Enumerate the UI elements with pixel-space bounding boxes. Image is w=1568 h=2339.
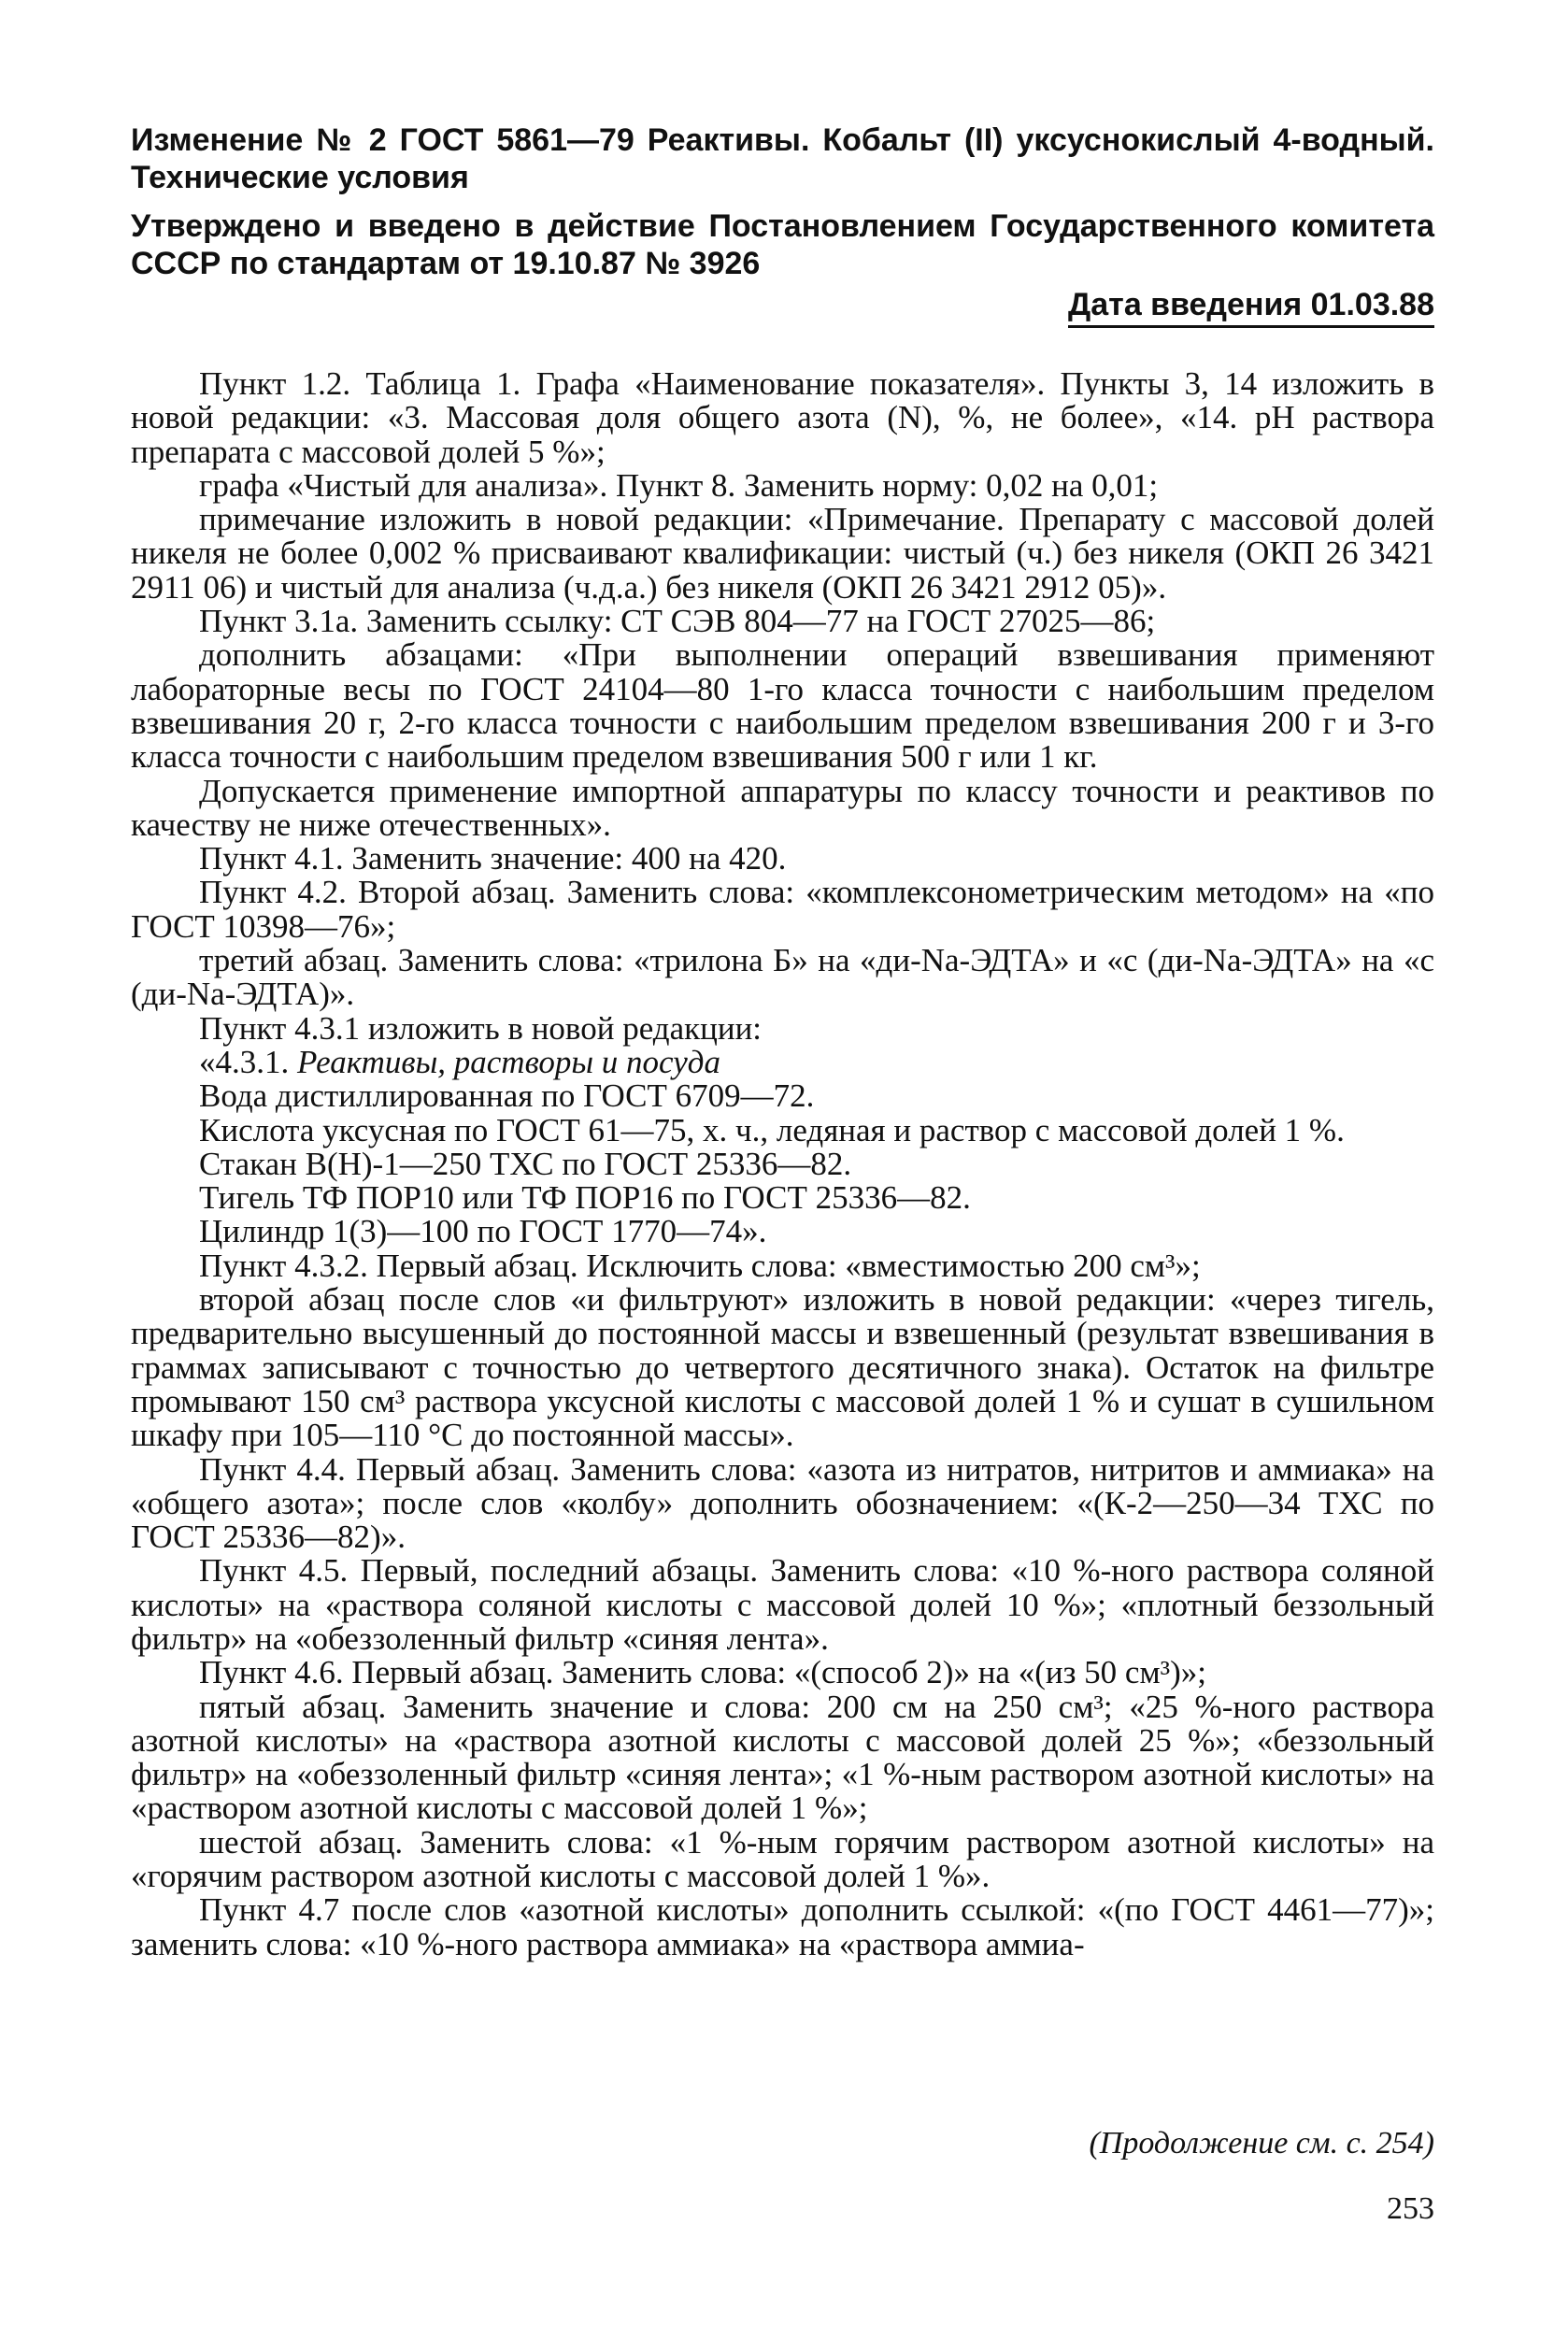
continuation-note: (Продолжение см. с. 254) (1089, 2126, 1434, 2161)
paragraph: Вода дистиллированная по ГОСТ 6709—72. (199, 1077, 815, 1115)
paragraph: Тигель ТФ ПОР10 или ТФ ПОР16 по ГОСТ 25336—82. (199, 1179, 971, 1217)
approval-statement: Утверждено и введено в действие Постановлением Государственного комитета СССР по стандартам от 19.10.87 № 3926 (131, 208, 1434, 281)
paragraph: Пункт 1.2. Таблица 1. Графа «Наименование показателя». Пункты 3, 14 изложить в новой редакции: «3. Массовая доля общего азота (N), %, не более», «14. pH раствора препарата с массовой долей 5 %»; (131, 365, 1434, 470)
paragraph: Пункт 3.1а. Заменить ссылку: СТ СЭВ 804—77 на ГОСТ 27025—86; (199, 603, 1156, 640)
paragraph: Пункт 4.3.2. Первый абзац. Исключить слова: «вместимостью 200 см³»; (199, 1247, 1201, 1284)
paragraph: Стакан В(Н)-1—250 ТХС по ГОСТ 25336—82. (199, 1145, 852, 1182)
document-body (131, 367, 1434, 1961)
section-number: «4.3.1. (199, 1043, 297, 1080)
paragraph: Пункт 4.4. Первый абзац. Заменить слова: «азота из нитратов, нитритов и аммиака» на «общего азота»; после слов «колбу» дополнить обозначением: «(К-2—250—34 ТХС по ГОСТ 25336—82)». (131, 1450, 1434, 1556)
paragraph: шестой абзац. Заменить слова: «1 %-ным горячим раствором азотной кислоты» на «горячим раствором азотной кислоты с массовой долей 1 %». (131, 1823, 1434, 1895)
paragraph: Допускается применение импортной аппаратуры по классу точности и реактивов по качеству не ниже отечественных». (131, 772, 1434, 843)
paragraph: Пункт 4.2. Второй абзац. Заменить слова: «комплексонометрическим методом» на «по ГОСТ 10398—76»; (131, 874, 1434, 945)
paragraph: Пункт 4.5. Первый, последний абзацы. Заменить слова: «10 %-ного раствора соляной кислоты» на «раствора соляной кислоты с массовой долей 10 %»; «плотный беззольный фильтр» на «обеззоленный фильтр «синяя лента». (131, 1552, 1434, 1657)
paragraph: дополнить абзацами: «При выполнении операций взвешивания применяют лабораторные весы по ГОСТ 24104—80 1-го класса точности с наибольшим пределом взвешивания 20 г, 2-го класса точности с наибольшим пределом взвешивания 200 г и 3-го класса точности с наибольшим пределом взвешивания 500 г или 1 кг. (131, 636, 1434, 776)
paragraph: примечание изложить в новой редакции: «Примечание. Препарату с массовой долей никеля не более 0,002 % присваивают квалификации: чистый (ч.) без никеля (ОКП 26 3421 2911 06) и чистый для анализа (ч.д.а.) без никеля (ОКП 26 3421 2912 05)». (131, 501, 1434, 606)
paragraph: второй абзац после слов «и фильтруют» изложить в новой редакции: «через тигель, предварительно высушенный до постоянной массы и взвешенный (результат взвешивания в граммах записывают с точностью до четвертого десятичного знака). Остаток на фильтре промывают 150 см³ раствора уксусной кислоты с массовой долей 1 % и сушат в сушильном шкафу при 105—110 °С до постоянной массы». (131, 1281, 1434, 1454)
paragraph: Пункт 4.1. Заменить значение: 400 на 420. (199, 840, 787, 877)
paragraph: третий абзац. Заменить слова: «трилона Б» на «ди-Na-ЭДТА» и «с (ди-Na-ЭДТА» на «с (ди-Na-ЭДТА)». (131, 942, 1434, 1013)
section-heading: Реактивы, растворы и посуда (297, 1043, 720, 1080)
paragraph (131, 1043, 1434, 1080)
document-title: Изменение № 2 ГОСТ 5861—79 Реактивы. Кобальт (II) уксуснокислый 4-водный. Технические условия (131, 122, 1434, 195)
paragraph: Пункт 4.6. Первый абзац. Заменить слова: «(способ 2)» на «(из 50 см³)»; (199, 1654, 1206, 1691)
paragraph: Цилиндр 1(3)—100 по ГОСТ 1770—74». (199, 1213, 767, 1250)
paragraph: Пункт 4.3.1 изложить в новой редакции: (199, 1009, 763, 1047)
document-page (131, 121, 1434, 1961)
paragraph: графа «Чистый для анализа». Пункт 8. Заменить норму: 0,02 на 0,01; (199, 466, 1159, 504)
page-number: 253 (1387, 2191, 1434, 2226)
paragraph: Кислота уксусная по ГОСТ 61—75, х. ч., ледяная и раствор с массовой долей 1 %. (199, 1111, 1345, 1148)
paragraph: пятый абзац. Заменить значение и слова: 200 см на 250 см³; «25 %-ного раствора азотной кислоты» на «раствора азотной кислоты с массовой долей 25 %»; «беззольный фильтр» на «обеззоленный фильтр «синяя лента»; «1 %-ным раствором азотной кислоты» на «раствором азотной кислоты с массовой долей 1 %»; (131, 1688, 1434, 1827)
date-container (131, 286, 1434, 328)
paragraph: Пункт 4.7 после слов «азотной кислоты» дополнить ссылкой: «(по ГОСТ 4461—77)»; заменить слова: «10 %-ного раствора аммиака» на «раствора аммиа- (131, 1891, 1434, 1962)
effective-date: Дата введения 01.03.88 (1068, 286, 1434, 328)
